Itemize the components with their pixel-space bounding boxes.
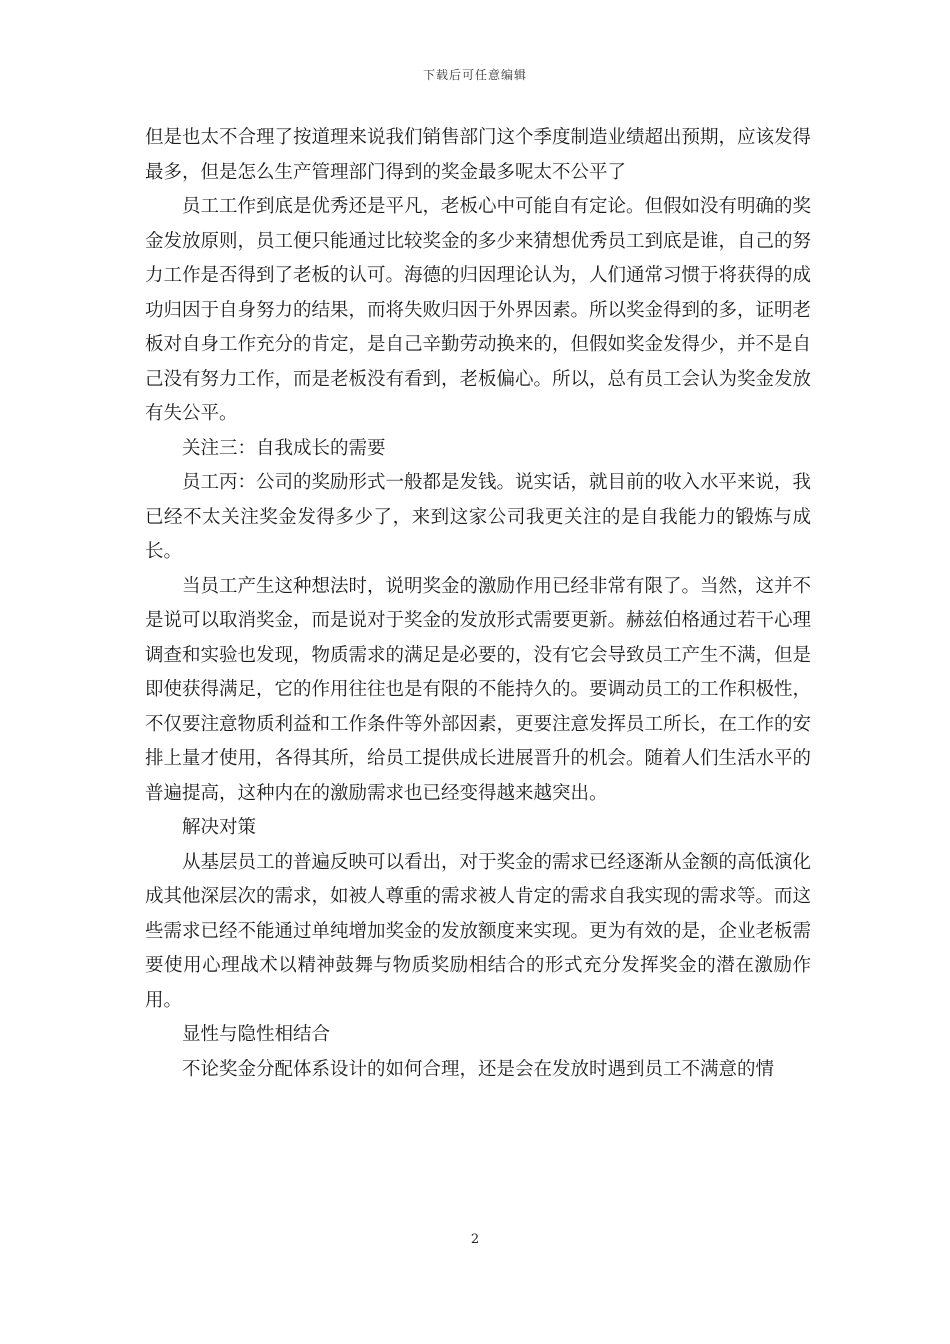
- paragraph-9: 不论奖金分配体系设计的如何合理，还是会在发放时遇到员工不满意的情: [182, 1058, 775, 1080]
- paragraph-7: 从基层员工的普遍反映可以看出，对于奖金的需求已经逐渐从金额的高低演化成其他深层次的需求，如被人尊重的需求被人肯定的需求自我实现的需求等。而这些需求已经不能通过单纯增加奖金的发放额度来实现。更为有效的是，企业老板需要使用心理战术以精神鼓舞与物质奖励相结合的形式充分发挥奖金的潜在激励作用。: [145, 851, 812, 1011]
- section-heading-explicit-implicit: 显性与隐性相结合: [182, 1024, 331, 1045]
- paragraph-2: 员工工作到底是优秀还是平凡，老板心中可能自有定论。但假如没有明确的奖金发放原则，员工便只能通过比较奖金的多少来猜想优秀员工到底是谁，自己的努力工作是否得到了老板的认可。海德的归因理论认为，人们通常习惯于将获得的成功归因于自身努力的结果，而将失败归因于外界因素。所以奖金得到的多，证明老板对自身工作充分的肯定，是自己辛勤劳动换来的，但假如奖金发得少，并不是自己没有努力工作，而是老板没有看到，老板偏心。所以，总有员工会认为奖金发放有失公平。: [145, 196, 812, 424]
- section-heading-solutions: 解决对策: [182, 817, 257, 838]
- page-number: 2: [470, 1232, 480, 1247]
- paragraph-5: 当员工产生这种想法时，说明奖金的激励作用已经非常有限了。当然，这并不是说可以取消奖金，而是说对于奖金的发放形式需要更新。赫兹伯格通过若干心理调查和实验也发现，物质需求的满足是必要的，没有它会导致员工产生不满，但是即使获得满足，它的作用往往也是有限的不能持久的。要调动员工的工作积极性，不仅要注意物质利益和工作条件等外部因素，更要注意发挥员工所长，在工作的安排上量才使用，各得其所，给员工提供成长进展晋升的机会。随着人们生活水平的普遍提高，这种内在的激励需求也已经变得越来越突出。: [145, 575, 812, 804]
- page-header: 下载后可任意编辑: [422, 68, 527, 82]
- document-body: [145, 121, 811, 1087]
- paragraph-4: 员工丙：公司的奖励形式一般都是发钱。说实话，就目前的收入水平来说，我已经不太关注奖金发得多少了，来到这家公司我更关注的是自我能力的锻炼与成长。: [145, 472, 812, 562]
- paragraph-1: 但是也太不合理了按道理来说我们销售部门这个季度制造业绩超出预期，应该发得最多，但是怎么生产管理部门得到的奖金最多呢太不公平了: [145, 127, 812, 183]
- section-heading-concern-three: 关注三：自我成长的需要: [182, 437, 386, 459]
